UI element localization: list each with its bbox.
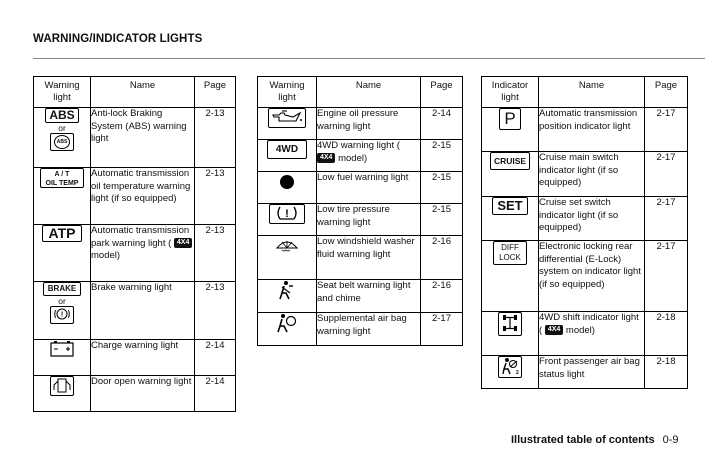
row-name: Anti-lock Braking System (ABS) warning light (91, 108, 195, 168)
4x4-badge-icon: 4X4 (545, 325, 563, 335)
battery-icon (50, 343, 74, 354)
row-page: 2-14 (195, 340, 236, 376)
table-header-row (34, 77, 236, 108)
or-label: or (58, 123, 66, 133)
table-row (482, 197, 688, 241)
table-row (34, 168, 236, 225)
passenger-airbag-icon (498, 356, 522, 378)
row-page: 2-17 (645, 108, 688, 152)
row-name: Supplemental air bag warning light (317, 313, 421, 346)
row-name: Automatic transmission oil temperature warning light (if so equipped) (91, 168, 195, 225)
row-name: Low tire pressure warning light (317, 204, 421, 236)
header-name: Name (539, 77, 645, 108)
4wd-icon: 4WD (267, 140, 307, 159)
row-page: 2-18 (645, 312, 688, 356)
header-icon: Warning light (258, 77, 317, 108)
row-name: Cruise main switch indicator light (if so equipped) (539, 152, 645, 197)
footer-page-number: 0-9 (662, 434, 679, 446)
4x4-badge-icon: 4X4 (174, 238, 192, 248)
row-name: Engine oil pressure warning light (317, 108, 421, 140)
row-name: Low fuel warning light (317, 172, 421, 204)
row-page: 2-13 (195, 108, 236, 168)
oil-can-icon (268, 108, 306, 128)
header-page: Page (195, 77, 236, 108)
diff-lock-icon: DIFF LOCK (493, 241, 527, 265)
row-name: Automatic transmission position indicator light (539, 108, 645, 152)
row-page: 2-13 (195, 225, 236, 282)
warning-lights-table-1 (33, 76, 236, 412)
row-page: 2-15 (421, 140, 463, 172)
row-page: 2-15 (421, 172, 463, 204)
row-page: 2-14 (195, 376, 236, 412)
header-icon: Warning light (34, 77, 91, 108)
indicator-lights-table (481, 76, 688, 389)
table-header-row (482, 77, 688, 108)
row-page: 2-17 (645, 241, 688, 312)
row-page: 2-17 (645, 197, 688, 241)
row-name: Brake warning light (91, 282, 195, 340)
4wd-shift-icon (498, 312, 522, 336)
row-name: Cruise set switch indicator light (if so equipped) (539, 197, 645, 241)
abs-circle-icon: ABS (50, 133, 74, 151)
abs-text-icon: ABS (45, 108, 79, 123)
row-name: Seat belt warning light and chime (317, 280, 421, 313)
or-label: or (58, 296, 66, 307)
page-footer (511, 434, 679, 446)
table-row (482, 152, 688, 197)
row-name: Automatic transmission park warning light ( 4X4 model) (91, 225, 195, 282)
row-name: Charge warning light (91, 340, 195, 376)
table-row (482, 356, 688, 389)
row-page: 2-13 (195, 282, 236, 340)
table-row (258, 172, 463, 204)
door-open-icon (50, 376, 74, 396)
row-name: Front passenger air bag status light (539, 356, 645, 389)
table-row (34, 376, 236, 412)
cruise-icon: CRUISE (490, 152, 530, 170)
row-page: 2-17 (645, 152, 688, 197)
row-name: Door open warning light (91, 376, 195, 412)
set-icon: SET (492, 197, 528, 215)
table-row (34, 225, 236, 282)
p-position-icon: P (499, 108, 521, 130)
row-page: 2-16 (421, 280, 463, 313)
row-page: 2-14 (421, 108, 463, 140)
row-page: 2-15 (421, 204, 463, 236)
4x4-badge-icon: 4X4 (317, 153, 335, 163)
at-oil-temp-icon: A / T OIL TEMP (40, 168, 84, 188)
tire-pressure-icon (269, 204, 305, 224)
row-name: 4WD shift indicator light ( 4X4 model) (539, 312, 645, 356)
table-row (34, 108, 236, 168)
atp-icon: ATP (42, 225, 82, 242)
washer-fluid-icon (274, 239, 300, 250)
svg-text:!: ! (60, 311, 64, 319)
footer-section: Illustrated table of contents (511, 434, 655, 446)
table-row (34, 340, 236, 376)
page-title: WARNING/INDICATOR LIGHTS (33, 33, 203, 45)
table-row (258, 108, 463, 140)
table-header-row (258, 77, 463, 108)
brake-text-icon: BRAKE (43, 282, 81, 296)
row-name: 4WD warning light ( 4X4 model) (317, 140, 421, 172)
title-divider (33, 58, 705, 59)
row-page: 2-16 (421, 236, 463, 280)
row-name: Low windshield washer fluid warning light (317, 236, 421, 280)
row-name: Electronic locking rear differential (E-Lock) system on indicator light (if so equipped) (539, 241, 645, 312)
air-bag-icon (275, 318, 299, 329)
table-row (482, 312, 688, 356)
svg-text:!: ! (285, 208, 289, 220)
brake-circle-icon (50, 306, 74, 324)
row-page: 2-17 (421, 313, 463, 346)
seat-belt-icon (276, 285, 298, 296)
table-row (482, 108, 688, 152)
table-row (258, 313, 463, 346)
table-row (258, 140, 463, 172)
fuel-dot-icon (280, 175, 294, 189)
table-row (258, 280, 463, 313)
header-name: Name (91, 77, 195, 108)
header-icon: Indicator light (482, 77, 539, 108)
table-row (482, 241, 688, 312)
row-page: 2-18 (645, 356, 688, 389)
header-page: Page (645, 77, 688, 108)
svg-text:2: 2 (516, 370, 519, 375)
table-row (258, 236, 463, 280)
table-row (258, 204, 463, 236)
row-page: 2-13 (195, 168, 236, 225)
header-name: Name (317, 77, 421, 108)
warning-lights-table-2 (257, 76, 463, 346)
header-page: Page (421, 77, 463, 108)
table-row (34, 282, 236, 340)
